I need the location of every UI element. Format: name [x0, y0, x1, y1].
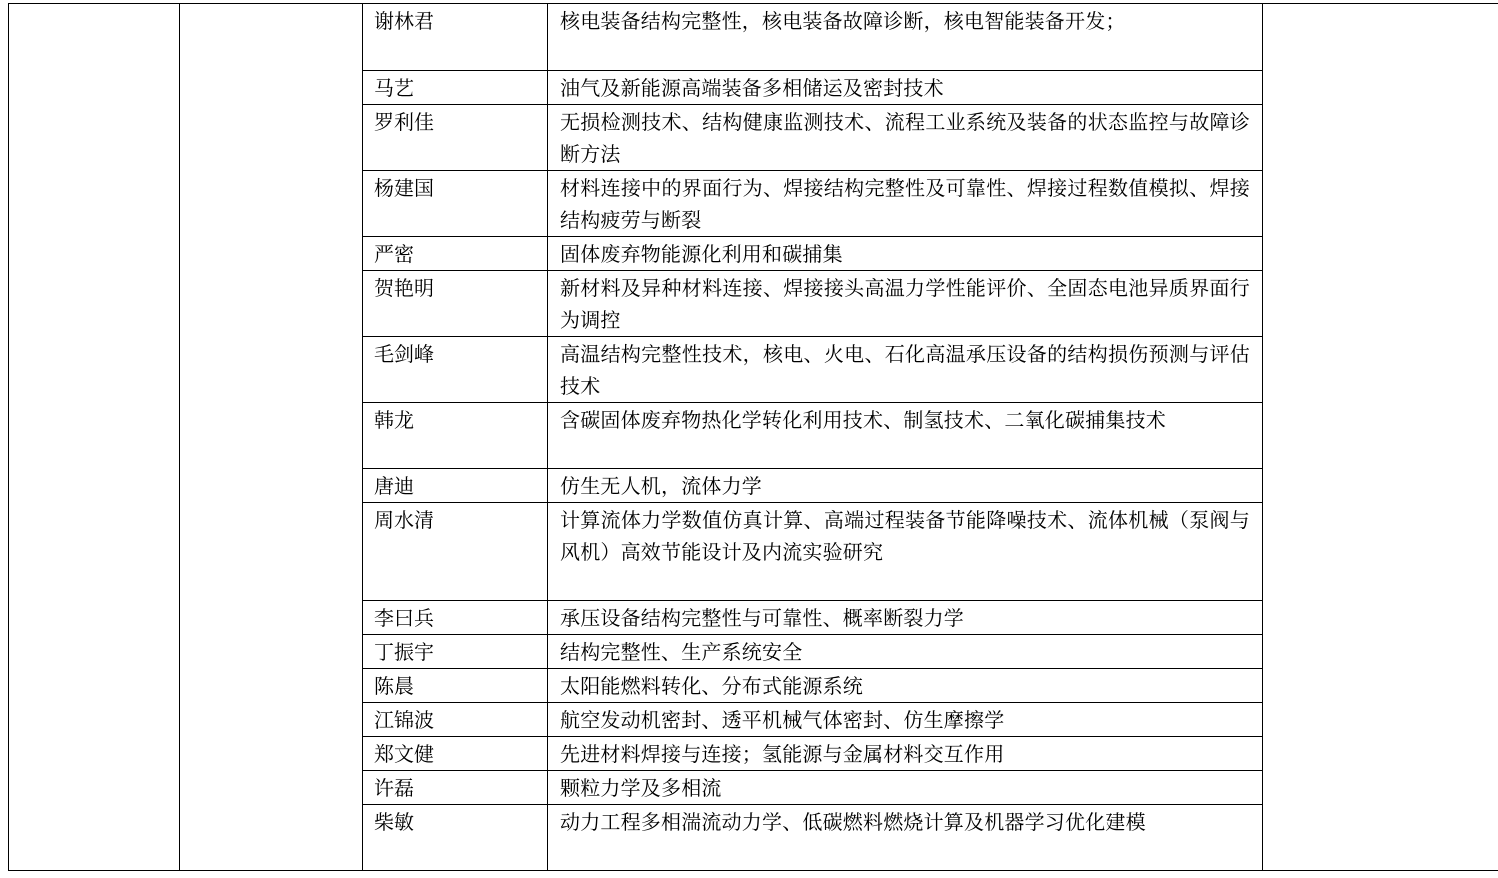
table-row — [9, 4, 1498, 871]
advisor-name: 许磊 — [363, 770, 548, 804]
research-direction: 含碳固体废弃物热化学转化利用技术、制氢技术、二氧化碳捕集技术 — [548, 402, 1263, 468]
list-item — [363, 770, 1262, 804]
list-item — [363, 336, 1262, 402]
blank-cell-5 — [1263, 4, 1498, 871]
advisor-name: 罗利佳 — [363, 104, 548, 170]
advisor-name: 贺艳明 — [363, 270, 548, 336]
research-direction: 油气及新能源高端装备多相储运及密封技术 — [548, 70, 1263, 104]
list-item — [363, 70, 1262, 104]
list-item — [363, 270, 1262, 336]
advisor-name: 陈晨 — [363, 668, 548, 702]
list-item — [363, 634, 1262, 668]
research-direction: 固体废弃物能源化利用和碳捕集 — [548, 236, 1263, 270]
advisor-name: 郑文健 — [363, 736, 548, 770]
list-item — [363, 600, 1262, 634]
advisor-name: 周水清 — [363, 502, 548, 600]
advisor-name: 丁振宇 — [363, 634, 548, 668]
list-item — [363, 468, 1262, 502]
advisor-name: 韩龙 — [363, 402, 548, 468]
advisor-name: 李曰兵 — [363, 600, 548, 634]
research-direction: 太阳能燃料转化、分布式能源系统 — [548, 668, 1263, 702]
research-direction: 新材料及异种材料连接、焊接接头高温力学性能评价、全固态电池异质界面行为调控 — [548, 270, 1263, 336]
list-item — [363, 702, 1262, 736]
list-item — [363, 736, 1262, 770]
research-direction: 承压设备结构完整性与可靠性、概率断裂力学 — [548, 600, 1263, 634]
research-direction: 无损检测技术、结构健康监测技术、流程工业系统及装备的状态监控与故障诊断方法 — [548, 104, 1263, 170]
list-item — [363, 104, 1262, 170]
list-item — [363, 668, 1262, 702]
advisor-name: 马艺 — [363, 70, 548, 104]
advisor-name: 杨建国 — [363, 170, 548, 236]
blank-cell-1 — [9, 4, 180, 871]
research-direction: 仿生无人机，流体力学 — [548, 468, 1263, 502]
research-direction: 计算流体力学数值仿真计算、高端过程装备节能降噪技术、流体机械（泵阀与风机）高效节能设计及内流实验研究 — [548, 502, 1263, 600]
research-direction: 颗粒力学及多相流 — [548, 770, 1263, 804]
list-item — [363, 502, 1262, 600]
advisor-name: 毛剑峰 — [363, 336, 548, 402]
research-direction: 先进材料焊接与连接；氢能源与金属材料交互作用 — [548, 736, 1263, 770]
list-item — [363, 804, 1262, 870]
research-direction: 航空发动机密封、透平机械气体密封、仿生摩擦学 — [548, 702, 1263, 736]
faculty-table — [8, 3, 1498, 871]
research-direction: 核电装备结构完整性，核电装备故障诊断，核电智能装备开发； — [548, 4, 1263, 70]
advisor-name: 唐迪 — [363, 468, 548, 502]
advisor-name: 柴敏 — [363, 804, 548, 870]
research-direction: 材料连接中的界面行为、焊接结构完整性及可靠性、焊接过程数值模拟、焊接结构疲劳与断裂 — [548, 170, 1263, 236]
list-item — [363, 170, 1262, 236]
research-direction: 结构完整性、生产系统安全 — [548, 634, 1263, 668]
research-direction: 高温结构完整性技术，核电、火电、石化高温承压设备的结构损伤预测与评估技术 — [548, 336, 1263, 402]
advisor-name: 严密 — [363, 236, 548, 270]
research-direction: 动力工程多相湍流动力学、低碳燃料燃烧计算及机器学习优化建模 — [560, 809, 1146, 834]
advisor-list-cell — [363, 4, 1263, 871]
advisor-name: 江锦波 — [363, 702, 548, 736]
advisor-list — [363, 4, 1262, 870]
list-item — [363, 402, 1262, 468]
list-item — [363, 4, 1262, 70]
blank-cell-2 — [180, 4, 363, 871]
list-item — [363, 236, 1262, 270]
advisor-name: 谢林君 — [363, 4, 548, 70]
